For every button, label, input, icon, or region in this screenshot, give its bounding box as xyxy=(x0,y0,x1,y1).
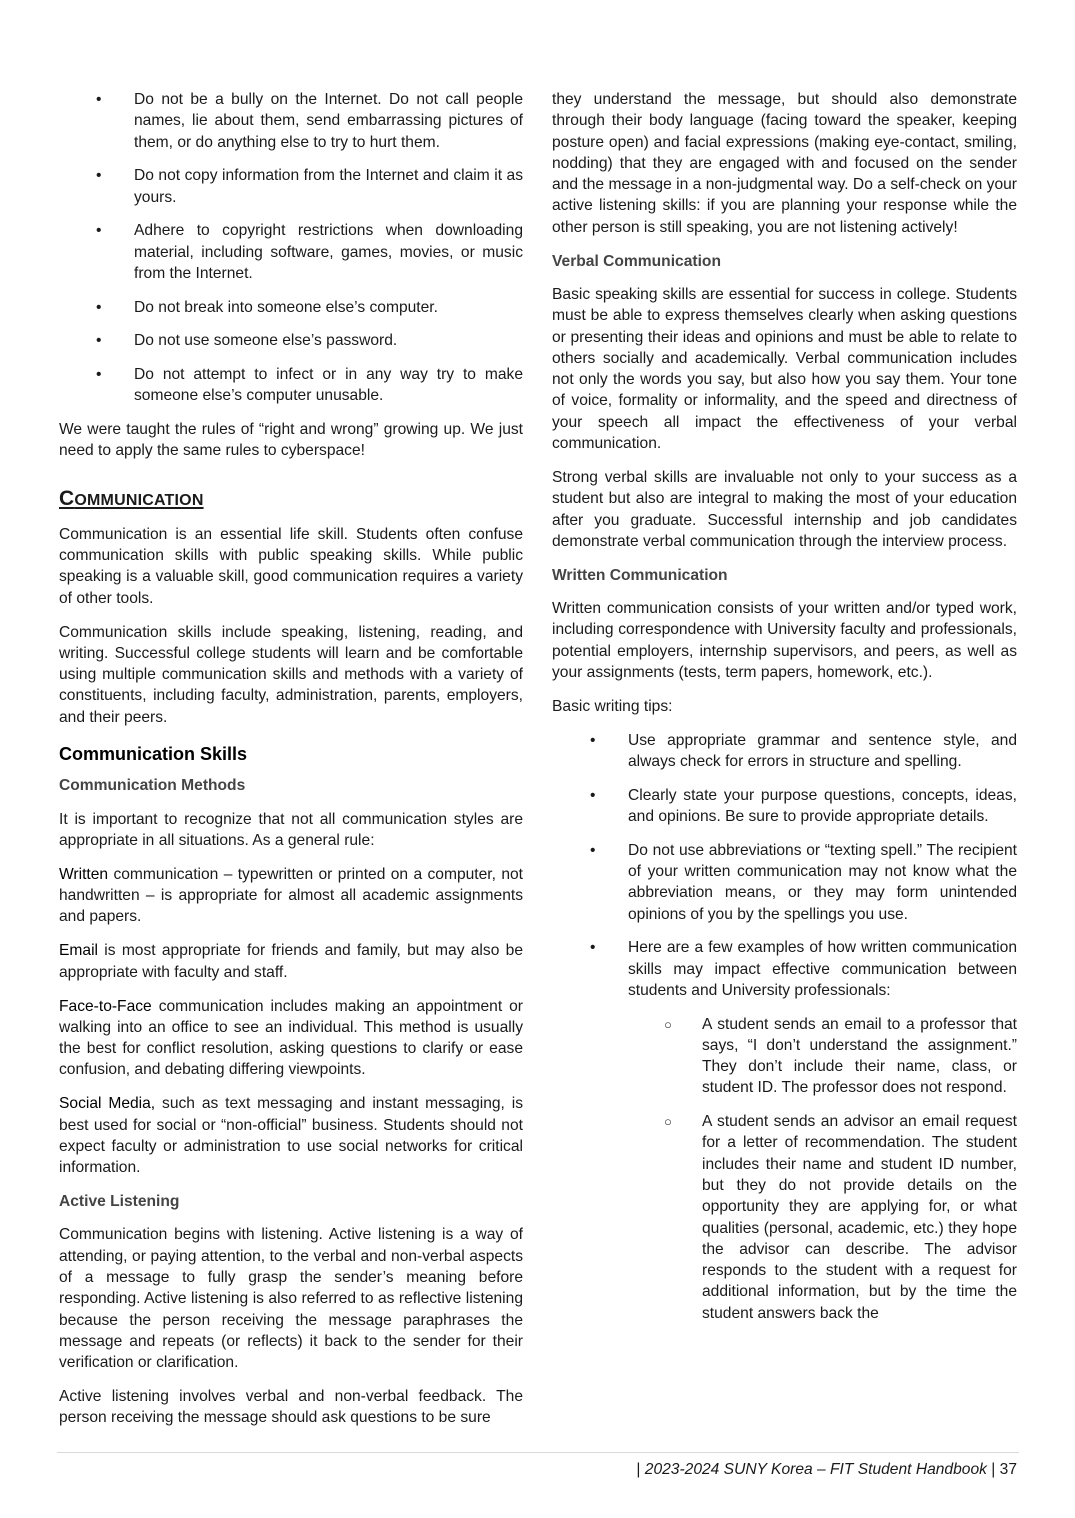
list-item-text: Clearly state your purpose questions, concepts, ideas, and opinions. Be sure to provide appropriate details. xyxy=(628,786,1017,825)
written-paragraph: Written communication consists of your written and/or typed work, including correspondence with University faculty and professionals, potential employers, internship supervisors, and peers, as well as your assignments (tests, term papers, homework, etc.). xyxy=(552,600,1017,681)
bullet-icon: • xyxy=(590,731,596,749)
footer-bar: | xyxy=(636,1461,641,1478)
list-item-text: Do not use someone else’s password. xyxy=(134,332,398,350)
right-column xyxy=(552,89,1017,1336)
term-social-media: Social Media, xyxy=(59,1095,156,1113)
page-number: 37 xyxy=(999,1461,1017,1478)
term-written: Written xyxy=(59,865,109,883)
bullet-icon: • xyxy=(96,332,102,350)
list-item-text: Adhere to copyright restrictions when downloading material, including software, games, movies, or music from the Internet. xyxy=(134,222,523,282)
subheading-communication-skills: Communication Skills xyxy=(59,744,248,765)
list-item xyxy=(59,297,523,318)
list-item-text: Do not break into someone else’s computer. xyxy=(134,298,438,316)
bullet-icon: • xyxy=(590,786,596,804)
closing-paragraph: We were taught the rules of “right and wrong” growing up. We just need to apply the same rules to cyberspace! xyxy=(59,420,523,460)
term-face-to-face: Face-to-Face xyxy=(59,997,152,1015)
footer-separator: | xyxy=(986,1461,1000,1478)
circle-bullet-icon: ○ xyxy=(664,1016,672,1032)
intro-paragraph-1: Communication is an essential life skill. Students often confuse communication skills with public speaking skills. While public speaking is a valuable skill, good communication requires a variety of other tools. xyxy=(59,525,523,607)
sub-list-item-text: A student sends an email to a professor that says, “I don’t understand the assignment.” They don’t include their name, class, or student ID. The professor does not respond. xyxy=(702,1015,1017,1097)
list-item-text: Do not use abbreviations or “texting spell.” The recipient of your written communication may not know what the abbreviation means, or they may form unintended opinions of you by the spellings you use. xyxy=(628,841,1017,923)
list-item-text: Do not be a bully on the Internet. Do not call people names, lie about them, send embarrassing pictures of them, or do anything else to try to hurt them. xyxy=(134,91,523,151)
verbal-paragraph-1: Basic speaking skills are essential for success in college. Students must be able to express themselves clearly when asking questions or presenting their ideas and opinions and must be able to relate to others socially and academically. Verbal communication includes not only the words you say, but also how you say them. Your tone of voice, formality or informality, and the speed and directness of your speech all impact the effectiveness of your verbal communication. xyxy=(552,285,1017,453)
list-item xyxy=(552,730,1017,773)
subheading-active-listening: Active Listening xyxy=(59,1193,180,1211)
continued-paragraph: they understand the message, but should also demonstrate through their body language (facing toward the speaker, keeping posture open) and facial expressions (making eye-contact, smiling, nodding) that they are engaged with and focused on the sender and the message in a non-judgmental way. Do a self-check on your active listening skills: if you are planning your response while the other person is still speaking, you are not listening actively! xyxy=(552,91,1017,236)
method-face-to-face-text: communication includes making an appointment or walking into an office to see an individual. This method is usually the best for conflict resolution, asking questions to clarify or ease confusion, and debating differing viewpoints. xyxy=(59,997,523,1079)
footer-divider xyxy=(57,1452,1019,1453)
list-item xyxy=(552,840,1017,925)
bullet-icon: • xyxy=(96,167,102,185)
heading-smallcaps: OMMUNICATION xyxy=(74,491,204,509)
method-written-text: communication – typewritten or printed on a computer, not handwritten – is appropriate for almost all academic assignments and papers. xyxy=(59,865,523,926)
bullet-icon: • xyxy=(96,222,102,240)
list-item xyxy=(59,364,523,407)
method-social-media-text: such as text messaging and instant messaging, is best used for social or “non-official” business. Students should not expect faculty or administration to use social networks for critical information. xyxy=(59,1095,524,1177)
list-item xyxy=(59,165,523,208)
circle-bullet-icon: ○ xyxy=(664,1114,672,1130)
bullet-icon: • xyxy=(96,298,102,316)
term-email: Email xyxy=(59,942,98,960)
subheading-communication-methods: Communication Methods xyxy=(59,777,246,795)
list-item-text: Here are a few examples of how written communication skills may impact effective communication between students and University professionals: xyxy=(628,939,1017,999)
method-email xyxy=(59,940,523,983)
method-face-to-face xyxy=(59,996,523,1081)
list-item-text: Do not attempt to infect or in any way try to make someone else’s computer unusable. xyxy=(134,365,523,405)
sub-list-item xyxy=(552,1111,1017,1324)
sub-list-item xyxy=(552,1014,1017,1099)
heading-initial: C xyxy=(59,486,75,510)
method-email-text: is most appropriate for friends and family, but may also be appropriate with faculty and staff. xyxy=(59,942,523,981)
subheading-verbal-communication: Verbal Communication xyxy=(552,252,721,270)
bullet-icon: • xyxy=(96,91,102,108)
active-listening-paragraph-2: Active listening involves verbal and non-verbal feedback. The person receiving the message should ask questions to be sure xyxy=(59,1388,523,1427)
left-column xyxy=(59,89,523,1441)
bullet-icon: • xyxy=(590,939,596,957)
list-item xyxy=(552,937,1017,1001)
active-listening-paragraph-1: Communication begins with listening. Active listening is a way of attending, or paying attention, to the verbal and non-verbal aspects of a message to fully grasp the sender’s meaning before responding. Active listening is also referred to as reflective listening because the person receiving the message paraphrases the message and repeats (or reflects) it back to the sender for their verification or clarification. xyxy=(59,1226,523,1372)
list-item xyxy=(59,89,523,153)
footer-title: 2023-2024 SUNY Korea – FIT Student Handbook xyxy=(644,1461,987,1478)
verbal-paragraph-2: Strong verbal skills are invaluable not only to your success as a student but also are integral to making the most of your education after you graduate. Successful internship and job candidates demonstrate verbal communication through the interview process. xyxy=(552,468,1017,550)
list-item xyxy=(552,785,1017,828)
method-social-media xyxy=(59,1093,523,1178)
sub-list-item-text: A student sends an advisor an email request for a letter of recommendation. The student includes their name and student ID number, but they do not provide details on the opportunity they are applying for, or what qualities (personal, academic, etc.) they hope the advisor can describe. The advisor responds to the student with a request for additional information, but by the time the student answers back the xyxy=(702,1113,1017,1322)
bullet-icon: • xyxy=(590,841,596,859)
page-footer xyxy=(636,1461,1017,1479)
list-item xyxy=(59,220,523,284)
intro-paragraph-2: Communication skills include speaking, listening, reading, and writing. Successful college students will learn and be comfortable using multiple communication skills and methods with a variety of constituents, including faculty, administration, parents, employers, and their peers. xyxy=(59,623,523,726)
list-item-text: Do not copy information from the Internet and claim it as yours. xyxy=(134,167,523,206)
bullet-icon: • xyxy=(96,365,102,383)
list-item-text: Use appropriate grammar and sentence style, and always check for errors in structure and spelling. xyxy=(628,731,1017,770)
method-written xyxy=(59,864,523,928)
list-item xyxy=(59,330,523,351)
tips-intro: Basic writing tips: xyxy=(552,697,673,715)
subheading-written-communication: Written Communication xyxy=(552,566,728,584)
methods-intro: It is important to recognize that not all communication styles are appropriate in all situations. As a general rule: xyxy=(59,810,523,849)
section-heading-communication xyxy=(59,488,523,511)
